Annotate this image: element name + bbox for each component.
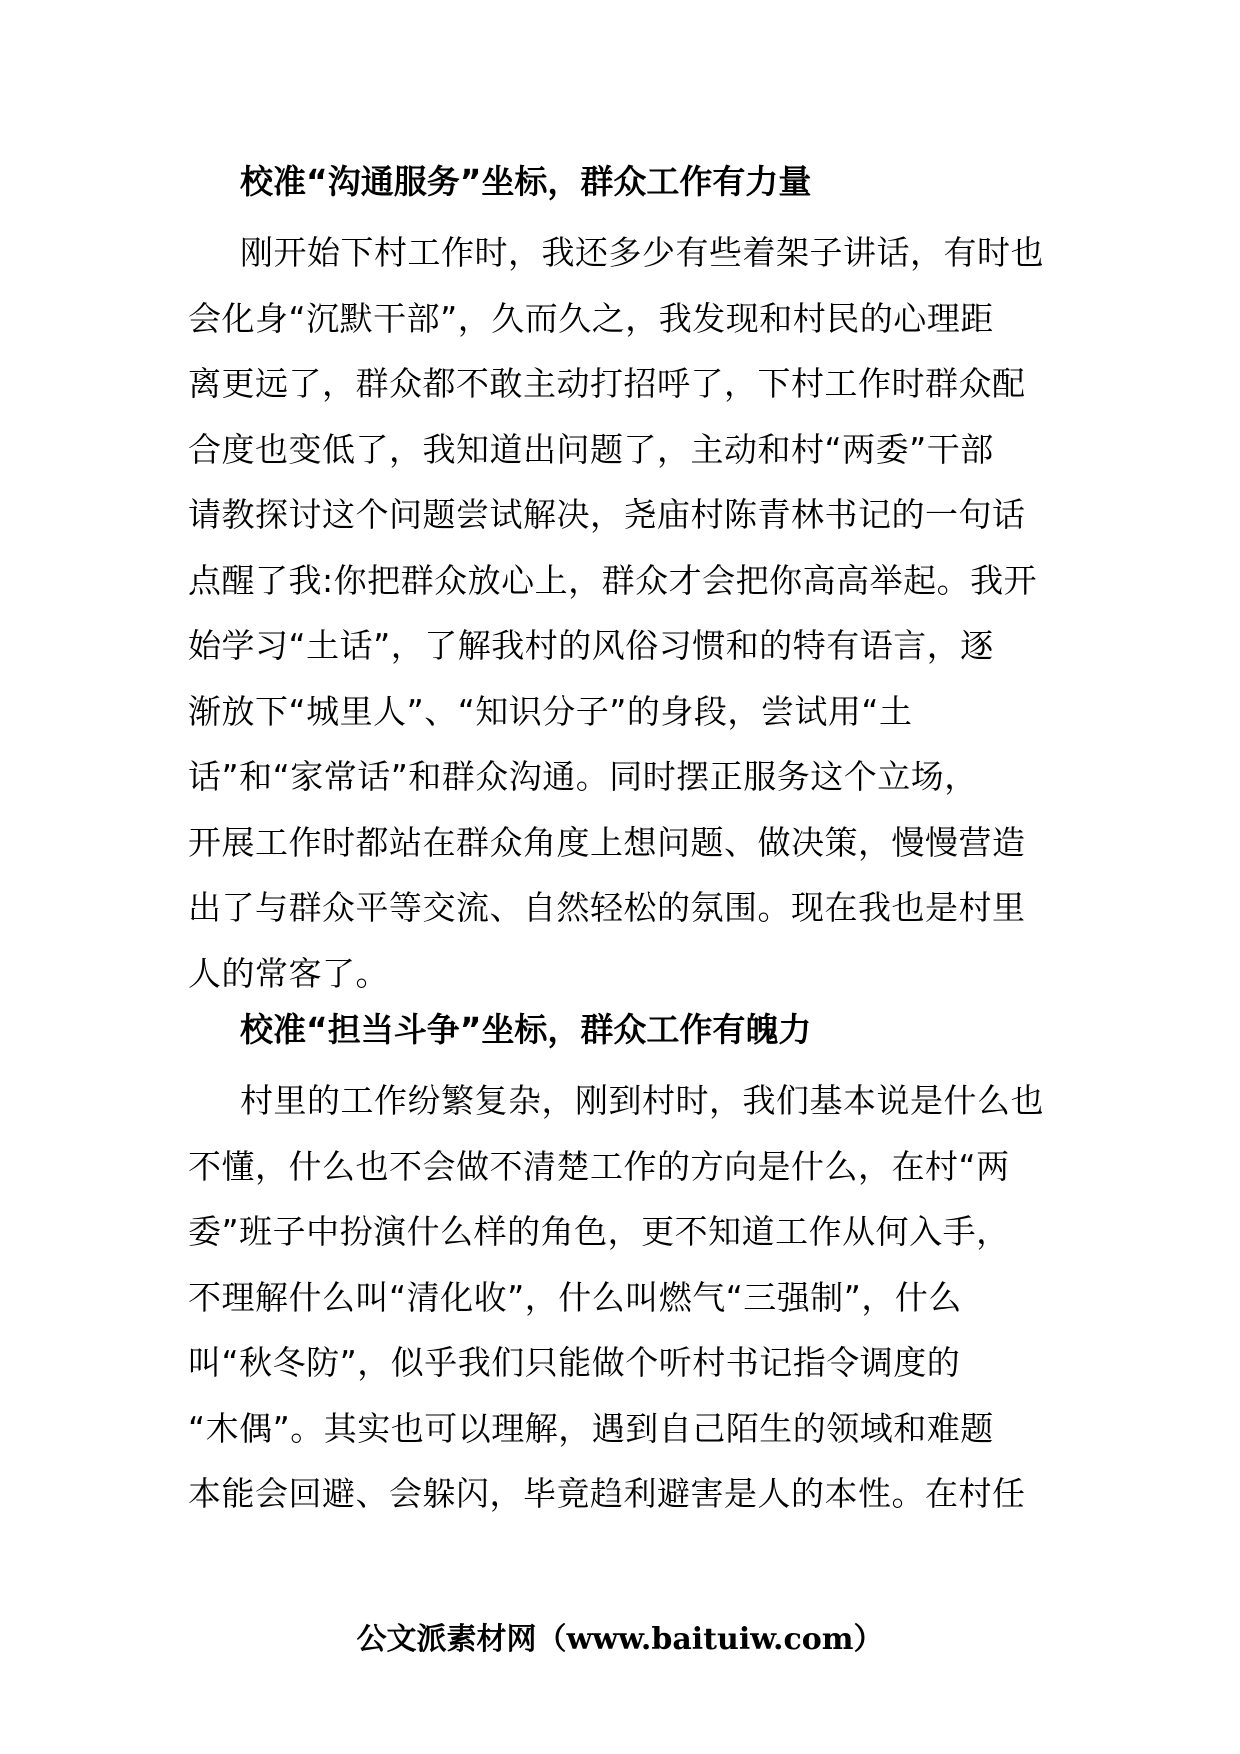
page-footer: 公文派素材网（www.baituiw.com） <box>356 1622 884 1657</box>
section-responsibility <box>188 1008 1048 1527</box>
section-communication <box>188 160 1048 1006</box>
paragraph-line: 不理解什么叫“清化收”，什么叫燃气“三强制”，什么 <box>188 1277 962 1317</box>
paragraph-line: 点醒了我:你把群众放心上，群众才会把你高高举起。我开 <box>188 560 1038 600</box>
paragraph-line: 出了与群众平等交流、自然轻松的氛围。现在我也是村里 <box>188 888 1026 927</box>
paragraph-line: 始学习“土话”，了解我村的风俗习惯和的特有语言，逐 <box>188 626 994 665</box>
paragraph-line: 合度也变低了，我知道出问题了，主动和村“两委”干部 <box>188 429 994 469</box>
paragraph <box>188 1068 1048 1527</box>
paragraph <box>188 220 1048 1006</box>
section-heading: 校准“沟通服务”坐标，群众工作有力量 <box>240 162 812 201</box>
document-body <box>188 160 1048 1527</box>
paragraph-line: “木偶”。其实也可以理解，遇到自己陌生的领域和难题 <box>188 1408 994 1448</box>
paragraph-line: 本能会回避、会躲闪，毕竟趋利避害是人的本性。在村任 <box>188 1474 1026 1513</box>
paragraph-line: 村里的工作纷繁复杂，刚到村时，我们基本说是什么也 <box>240 1081 1044 1120</box>
paragraph-line: 会化身“沉默干部”，久而久之，我发现和村民的心理距 <box>188 298 994 338</box>
paragraph-line: 叫“秋冬防”，似乎我们只能做个听村书记指令调度的 <box>188 1343 961 1382</box>
paragraph-line: 离更远了，群众都不敢主动打招呼了，下村工作时群众配 <box>188 364 1026 403</box>
paragraph-line: 请教探讨这个问题尝试解决，尧庙村陈青林书记的一句话 <box>188 495 1026 534</box>
paragraph-line: 人的常客了。 <box>188 953 389 993</box>
paragraph-line: 开展工作时都站在群众角度上想问题、做决策，慢慢营造 <box>188 822 1026 862</box>
paragraph-line: 委”班子中扮演什么样的角色，更不知道工作从何入手， <box>188 1212 1010 1251</box>
paragraph-line: 话”和“家常话”和群众沟通。同时摆正服务这个立场， <box>188 757 978 796</box>
paragraph-line: 渐放下“城里人”、“知识分子”的身段，尝试用“土 <box>188 691 913 731</box>
section-heading: 校准“担当斗争”坐标，群众工作有魄力 <box>240 1010 812 1049</box>
paragraph-line: 刚开始下村工作时，我还多少有些着架子讲话，有时也 <box>240 233 1044 272</box>
paragraph-line: 不懂，什么也不会做不清楚工作的方向是什么，在村“两 <box>188 1146 1010 1186</box>
